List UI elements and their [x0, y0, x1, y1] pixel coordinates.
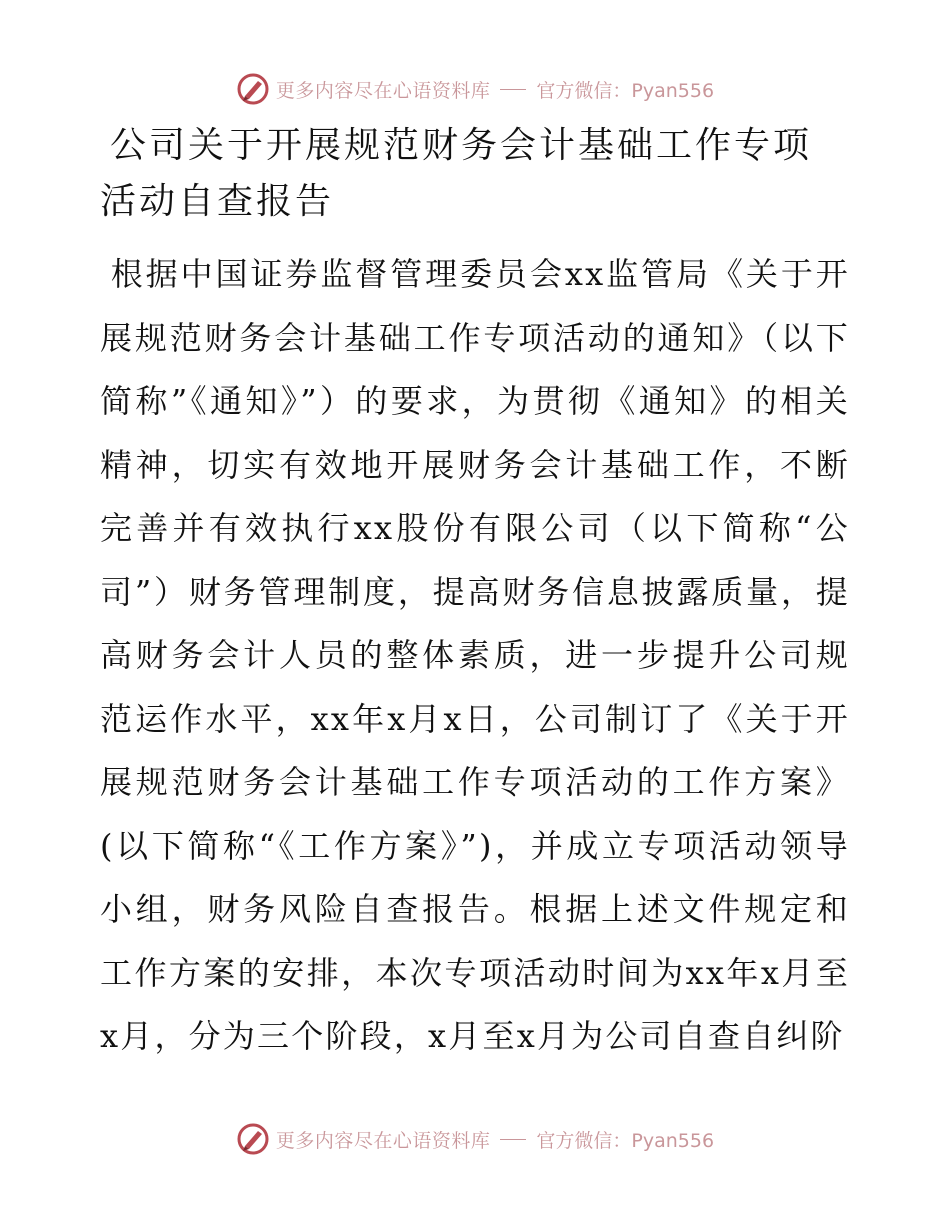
header-watermark: [0, 72, 950, 106]
watermark-separator: [500, 1139, 526, 1140]
watermark-wechat: 官方微信：Pyan556: [536, 1129, 715, 1152]
footer-watermark: [0, 1122, 950, 1156]
document-paragraph-text: 根据中国证券监督管理委员会xx监管局《关于开展规范财务会计基础工作专项活动的通知》（以下简称”《通知》”）的要求，为贯彻《通知》的相关精神，切实有效地开展财务会计基础工作，不断完善并有效执行xx股份有限公司（以下简称“公司”）财务管理制度，提高财务信息披露质量，提高财务会计人员的整体素质，进一步提升公司规范运作水平，xx年x月x日，公司制订了《关于开展规范财务会计基础工作专项活动的工作方案》(以下简称“《工作方案》”)，并成立专项活动领导小组，财务风险自查报告。根据上述文件规定和工作方案的安排，本次专项活动时间为xx年x月至x月，分为三个阶段，x月至x月为公司自查自纠阶: [100, 255, 850, 1055]
watermark-text: 更多内容尽在心语资料库: [275, 1129, 491, 1152]
watermark-wechat: 官方微信：Pyan556: [536, 79, 715, 102]
pen-seal-logo-icon: [236, 1122, 270, 1156]
document-title: [100, 118, 850, 230]
pen-seal-logo-icon: [236, 72, 270, 106]
document-paragraph: [100, 243, 850, 1069]
document-title-text: 公司关于开展规范财务会计基础工作专项活动自查报告: [100, 125, 813, 222]
watermark-separator: [500, 89, 526, 90]
watermark-text: 更多内容尽在心语资料库: [275, 79, 491, 102]
